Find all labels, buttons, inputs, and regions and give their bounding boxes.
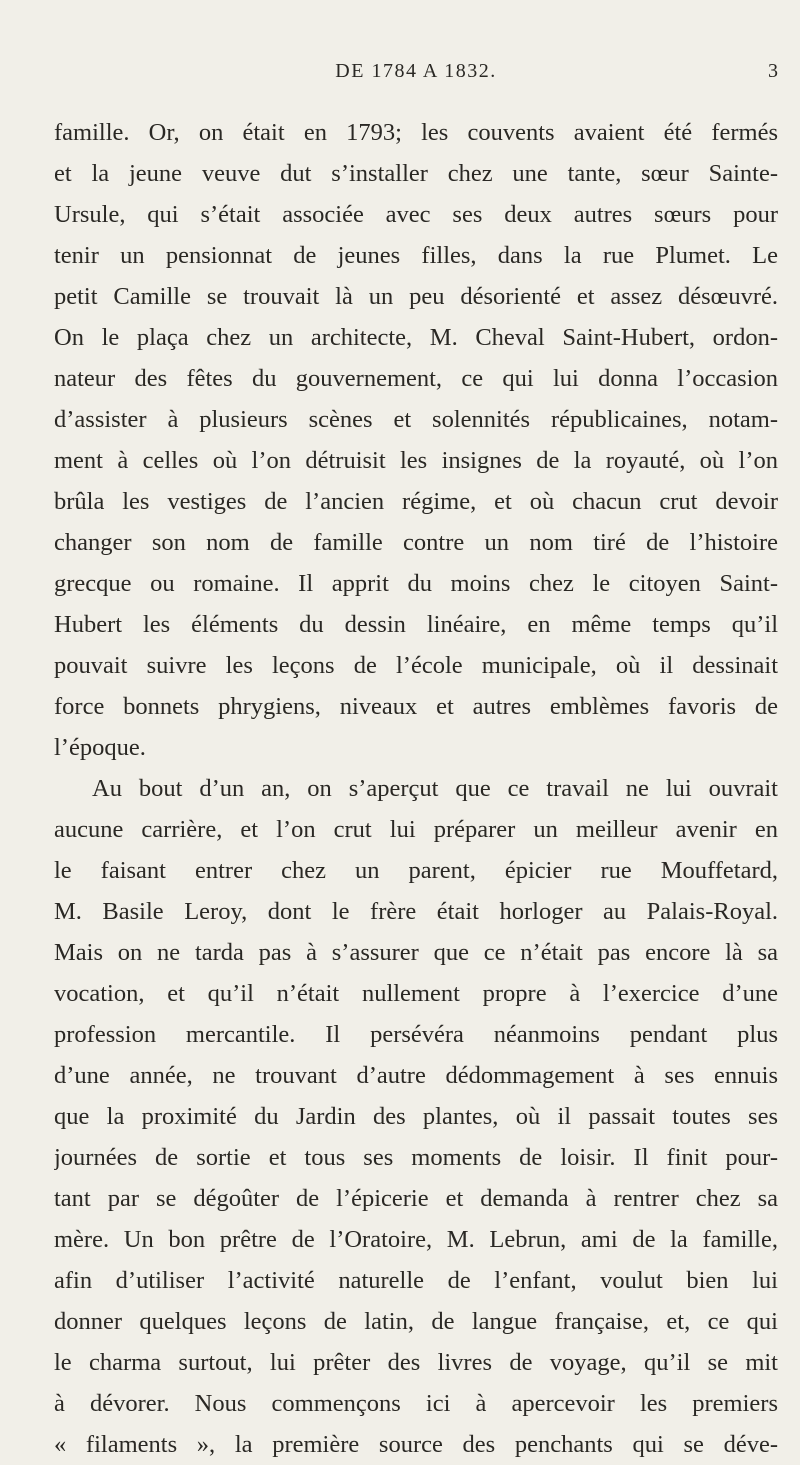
- text-line: aucune carrière, et l’on crut lui préparer un meilleur avenir en: [54, 816, 778, 843]
- text-line: donner quelques leçons de latin, de langue française, et, ce qui: [54, 1308, 778, 1335]
- text-line: force bonnets phrygiens, niveaux et autres emblèmes favoris de: [54, 693, 778, 720]
- text-line: afin d’utiliser l’activité naturelle de l’enfant, voulut bien lui: [54, 1267, 778, 1294]
- text-line: petit Camille se trouvait là un peu désorienté et assez désœuvré.: [54, 283, 778, 310]
- text-line: Hubert les éléments du dessin linéaire, en même temps qu’il: [54, 611, 778, 638]
- text-line: ment à celles où l’on détruisit les insignes de la royauté, où l’on: [54, 447, 778, 474]
- text-line: « filaments », la première source des penchants qui se déve-: [54, 1431, 778, 1458]
- text-line: le faisant entrer chez un parent, épicier rue Mouffetard,: [54, 857, 778, 884]
- text-line: et la jeune veuve dut s’installer chez une tante, sœur Sainte-: [54, 160, 778, 187]
- text-line: que la proximité du Jardin des plantes, où il passait toutes ses: [54, 1103, 778, 1130]
- text-line: journées de sortie et tous ses moments de loisir. Il finit pour-: [54, 1144, 778, 1171]
- text-line: tant par se dégoûter de l’épicerie et demanda à rentrer chez sa: [54, 1185, 778, 1212]
- text-line: pouvait suivre les leçons de l’école municipale, où il dessinait: [54, 652, 778, 679]
- running-title: DE 1784 A 1832.: [335, 60, 497, 82]
- text-line: d’assister à plusieurs scènes et solennités républicaines, notam-: [54, 406, 778, 433]
- text-line: tenir un pensionnat de jeunes filles, dans la rue Plumet. Le: [54, 242, 778, 269]
- text-line: famille. Or, on était en 1793; les couvents avaient été fermés: [54, 119, 778, 146]
- text-line: grecque ou romaine. Il apprit du moins chez le citoyen Saint-: [54, 570, 778, 597]
- text-line: vocation, et qu’il n’était nullement propre à l’exercice d’une: [54, 980, 778, 1007]
- running-head: [54, 60, 778, 90]
- text-line: mère. Un bon prêtre de l’Oratoire, M. Lebrun, ami de la famille,: [54, 1226, 778, 1253]
- text-line: M. Basile Leroy, dont le frère était horloger au Palais-Royal.: [54, 898, 778, 925]
- text-line: à dévorer. Nous commençons ici à apercevoir les premiers: [54, 1390, 778, 1417]
- text-line: changer son nom de famille contre un nom tiré de l’histoire: [54, 529, 778, 556]
- page-number: 3: [768, 60, 778, 82]
- text-line: On le plaça chez un architecte, M. Cheval Saint-Hubert, ordon-: [54, 324, 778, 351]
- body-text: [54, 112, 778, 1465]
- text-line: nateur des fêtes du gouvernement, ce qui lui donna l’occasion: [54, 365, 778, 392]
- text-line: Mais on ne tarda pas à s’assurer que ce n’était pas encore là sa: [54, 939, 778, 966]
- paragraph-1: [54, 112, 778, 768]
- text-line: d’une année, ne trouvant d’autre dédommagement à ses ennuis: [54, 1062, 778, 1089]
- text-line: le charma surtout, lui prêter des livres de voyage, qu’il se mit: [54, 1349, 778, 1376]
- paragraph-2: [54, 768, 778, 1465]
- text-line: Ursule, qui s’était associée avec ses deux autres sœurs pour: [54, 201, 778, 228]
- text-line: profession mercantile. Il persévéra néanmoins pendant plus: [54, 1021, 778, 1048]
- text-line: brûla les vestiges de l’ancien régime, et où chacun crut devoir: [54, 488, 778, 515]
- text-line: l’époque.: [54, 734, 146, 761]
- text-line: Au bout d’un an, on s’aperçut que ce travail ne lui ouvrait: [92, 775, 778, 802]
